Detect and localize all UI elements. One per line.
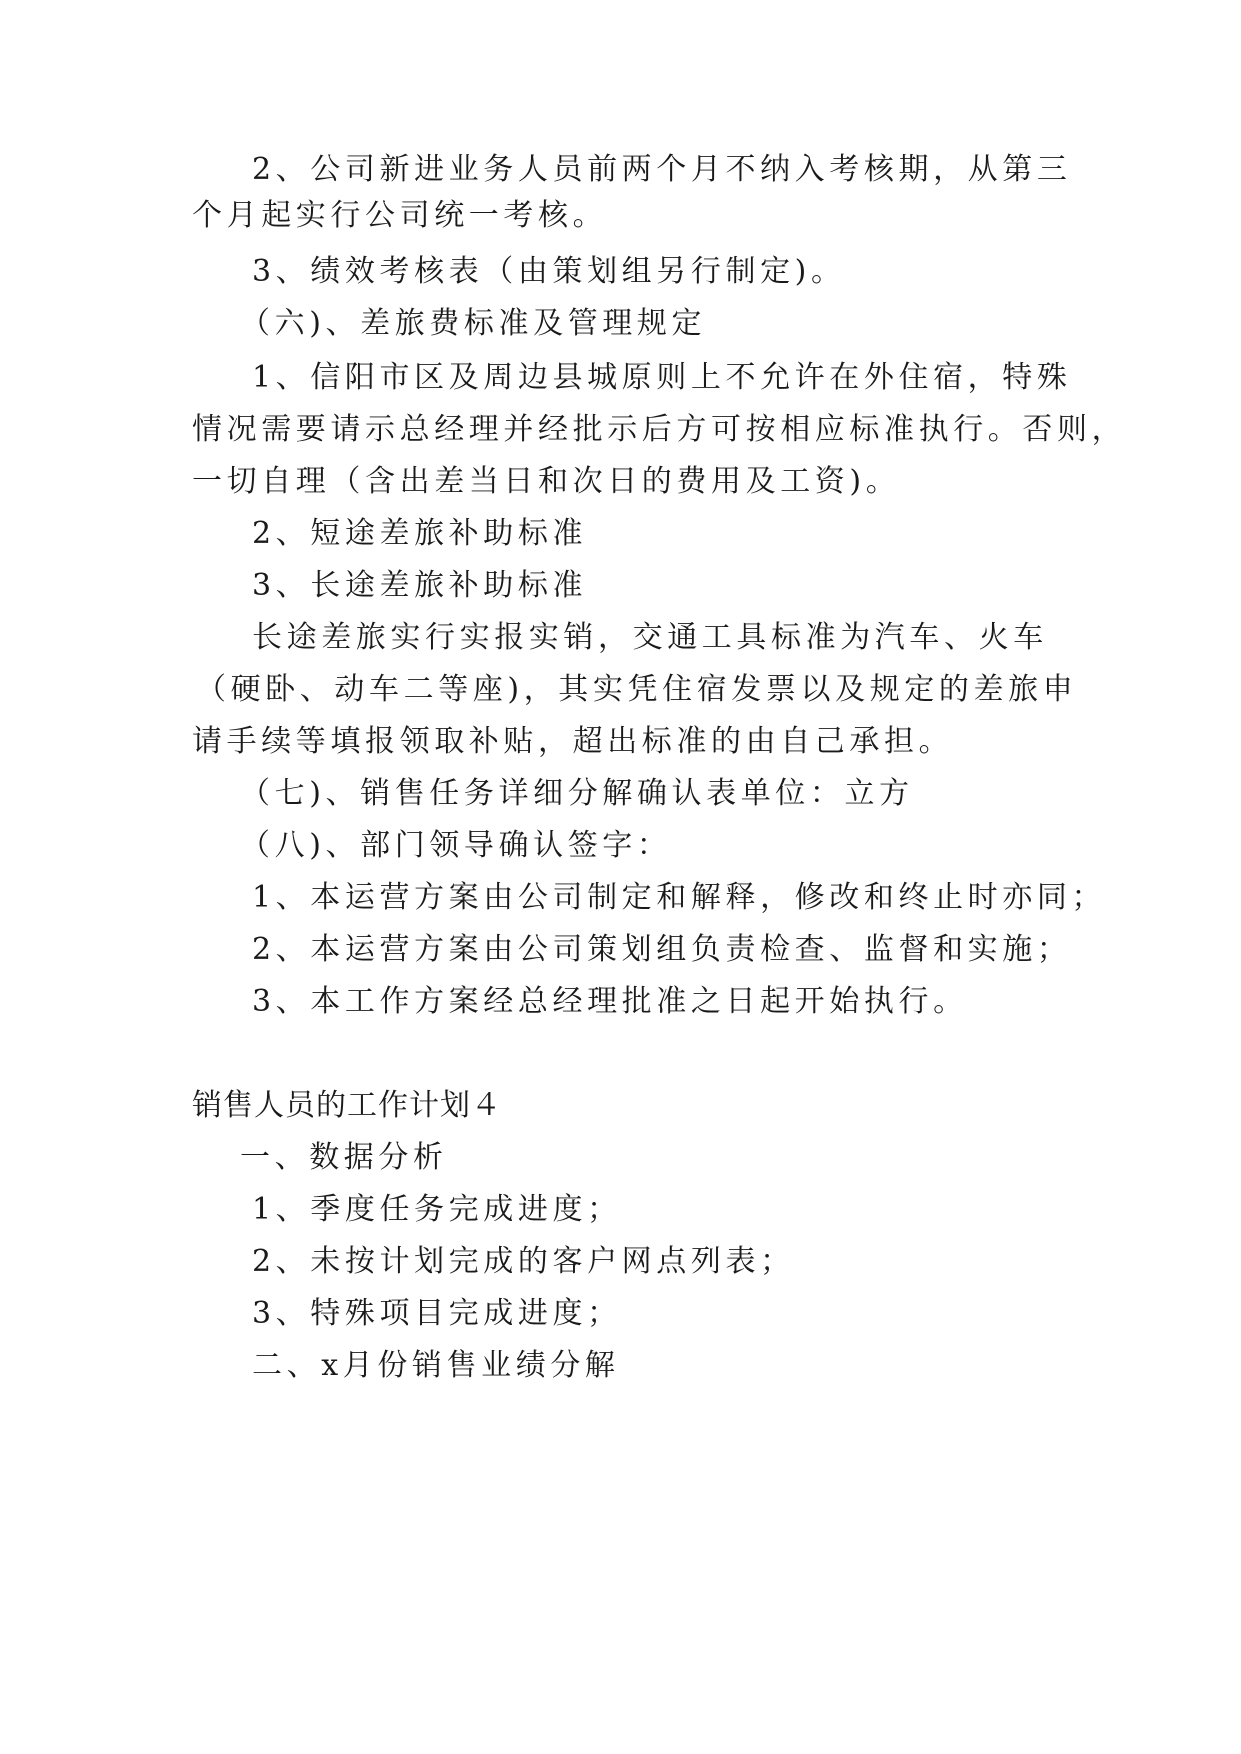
paragraph-line-2: 个月起实行公司统一考核。: [192, 198, 608, 233]
section-heading-7: （七)、销售任务详细分解确认表单位：立方: [240, 776, 914, 811]
paragraph-line-22: 3、特殊项目完成进度；: [252, 1296, 622, 1331]
document-subtitle: 销售人员的工作计划４: [192, 1088, 502, 1123]
paragraph-line-15: 1、本运营方案由公司制定和解释，修改和终止时亦同；: [252, 880, 1107, 915]
paragraph-line-7: 一切自理（含出差当日和次日的费用及工资)。: [192, 464, 901, 499]
section-heading-8: （八)、部门领导确认签字：: [240, 828, 672, 863]
paragraph-line-12: 请手续等填报领取补贴，超出标准的由自己承担。: [192, 724, 954, 759]
paragraph-line-16: 2、本运营方案由公司策划组负责检查、监督和实施；: [252, 932, 1072, 967]
paragraph-line-20: 1、季度任务完成进度；: [252, 1192, 622, 1227]
paragraph-line-9: 3、长途差旅补助标准: [252, 568, 588, 603]
paragraph-line-1: 2、公司新进业务人员前两个月不纳入考核期，从第三: [252, 152, 1072, 187]
paragraph-line-17: 3、本工作方案经总经理批准之日起开始执行。: [252, 984, 968, 1019]
paragraph-line-10: 长途差旅实行实报实销，交通工具标准为汽车、火车: [252, 620, 1048, 655]
paragraph-line-3: 3、绩效考核表（由策划组另行制定)。: [252, 254, 846, 289]
paragraph-line-21: 2、未按计划完成的客户网点列表；: [252, 1244, 795, 1279]
paragraph-line-8: 2、短途差旅补助标准: [252, 516, 588, 551]
paragraph-line-11: （硬卧、动车二等座)，其实凭住宿发票以及规定的差旅申: [196, 672, 1078, 707]
paragraph-line-6: 情况需要请示总经理并经批示后方可按相应标准执行。否则，: [192, 412, 1127, 447]
paragraph-line-5: 1、信阳市区及周边县城原则上不允许在外住宿，特殊: [252, 360, 1072, 395]
section-heading-1: 一、数据分析: [240, 1140, 448, 1175]
section-heading-6: （六)、差旅费标准及管理规定: [240, 306, 707, 341]
section-heading-2: 二、x月份销售业绩分解: [252, 1348, 620, 1383]
